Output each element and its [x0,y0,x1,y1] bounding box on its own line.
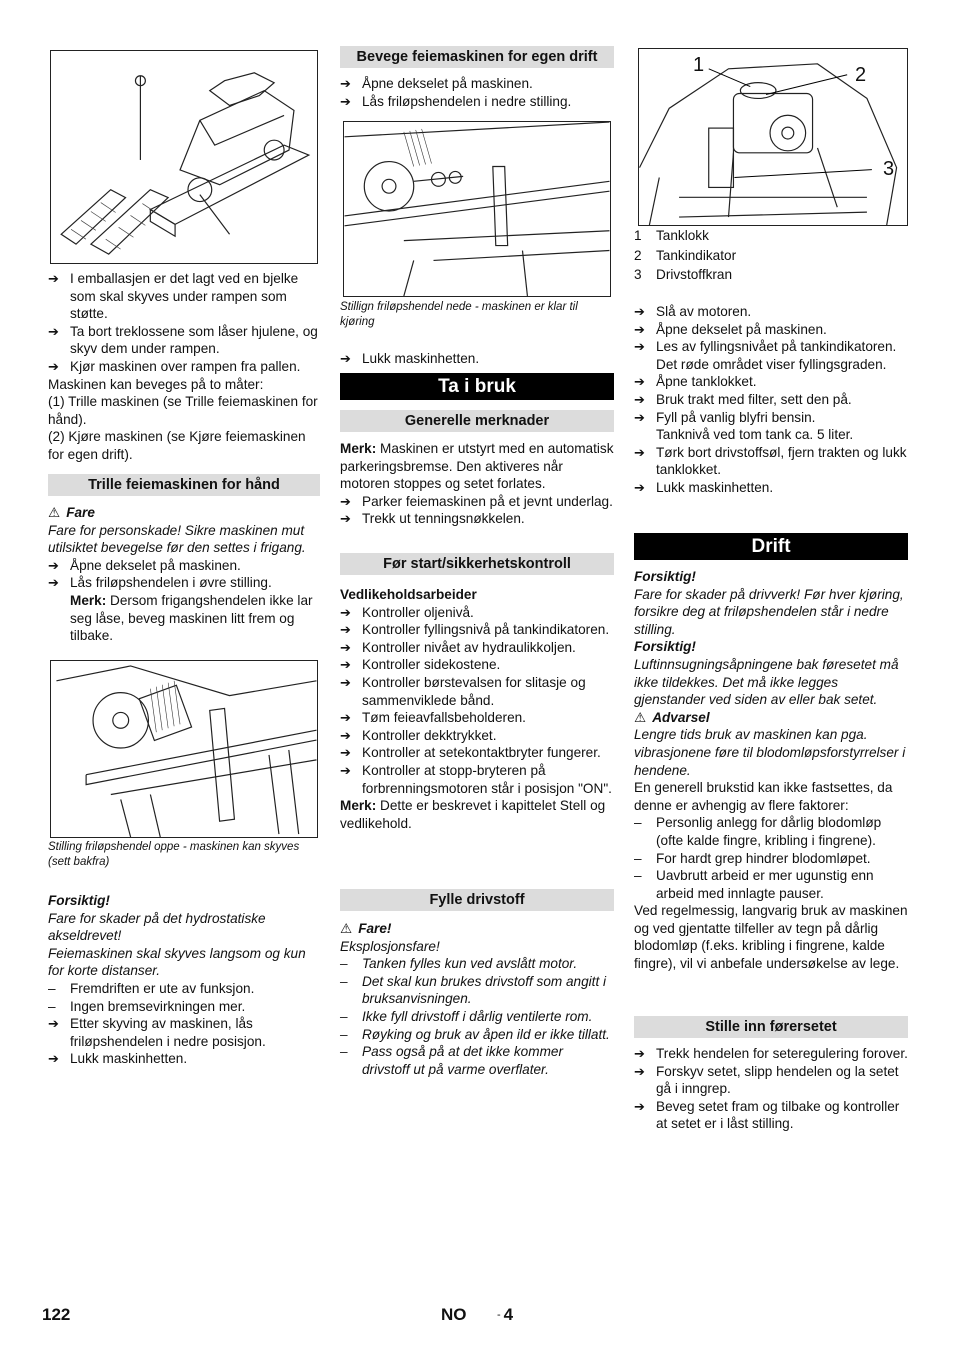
danger-text: Fare for personskade! Sikre maskinen mut utilsiktet bevegelse før den settes i frigang. [48,522,306,556]
dash-item: – Personlig anlegg for dårlig blodomløp (ofte kalde fingre, kribling i fingrene). [634,814,908,849]
step-item: ➔ Åpne dekselet på maskinen. [48,557,320,575]
dash-item: – Tanken fylles kun ved avslått motor. [340,955,614,973]
usage-intro: En generell brukstid kan ikke fastsettes, da denne er avhengig av flere faktorer: [634,780,893,813]
step-item: ➔ Lukk maskinhetten. [340,350,614,368]
fuel-steps [634,303,908,497]
step-item: ➔ Kontroller oljenivå. [340,604,614,622]
step-item: ➔ Kjør maskinen over rampen fra pallen. [48,358,320,376]
warning-label: Advarsel [652,709,710,725]
step-item: ➔ Åpne dekselet på maskinen. [340,75,614,93]
step-item: ➔ Trekk hendelen for seteregulering forover. [634,1045,908,1063]
intro-steps [48,270,320,464]
step-item: ➔ Åpne dekselet på maskinen. [634,321,908,339]
move-option-1: (1) Trille maskinen (se Trille feiemaskinen for hånd). [48,394,318,427]
usage-outro: Ved regelmessig, langvarig bruk av maskinen og ved gjentatte tilfeller av tegn på dårlig blodomløp (f.eks. kribling i fingrene, kalde fingre), vil vi anbefale undersøkelse av lege. [634,903,908,972]
step-item: ➔ Fyll på vanlig blyfri bensin. [634,409,908,427]
step-item: ➔ Lukk maskinhetten. [48,1050,320,1068]
move-intro: Maskinen kan beveges på to måter: [48,376,264,392]
step-item: ➔ Ta bort treklossene som låser hjulene, og skyv dem under rampen. [48,323,320,358]
section-heading-drive: Bevege feiemaskinen for egen drift [340,46,614,68]
lever-up-illustration [51,661,317,837]
note-label: Merk: [70,592,107,608]
dash-item: – Ingen bremsevirkningen mer. [48,998,320,1016]
warning-triangle-icon: ⚠ [340,921,353,936]
fuel-danger-section [340,920,614,1078]
step-item: ➔ Kontroller børstevalsen for slitasje og sammenviklede bånd. [340,674,614,709]
warning-triangle-icon: ⚠ [634,709,647,725]
lever-down-illustration [344,122,610,296]
step-item: ➔ Beveg setet fram og tilbake og kontroller at setet er i låst stilling. [634,1098,908,1133]
note-label: Merk: [340,798,377,814]
maintenance-heading: Vedlikeholdsarbeider [340,587,477,602]
figure-freewheel-lever-down [343,121,611,297]
note-label: Merk: [340,441,377,456]
section-number: - 4 [497,1305,514,1324]
language-code: NO [441,1305,467,1324]
step-item: ➔ Tørk bort drivstoffsøl, fjern trakten og lukk tanklokket. [634,444,908,479]
callout-3: 3 [883,158,895,180]
close-step-wrap [340,350,614,368]
dash-item: – Det skal kun brukes drivstoff som angitt i bruksanvisningen. [340,973,614,1008]
warning-triangle-icon: ⚠ [48,505,61,520]
callout-2: 2 [855,64,867,86]
maintenance-section [340,586,614,832]
machine-ramp-illustration [51,51,317,263]
dash-item: – Fremdriften er ute av funksjon. [48,980,320,998]
general-section [340,440,614,528]
section-heading-fuel: Fylle drivstoff [340,889,614,911]
drift-section [634,568,908,973]
danger-label: Fare! [358,921,392,936]
push-section [48,504,320,645]
dash-item: – For hardt grep hindrer blodomløpet. [634,850,908,868]
caution-text: Fare for skader på drivverk! Før hver kjøring, forsikre deg at friløpshendelen står i nedre stilling. [634,586,904,637]
caution-label: Forsiktig! [634,639,696,655]
dash-item: – Uavbrutt arbeid er mer ugunstig enn arbeid med innlagte pauser. [634,867,908,902]
caution-text-2: Feiemaskinen skal skyves langsom og kun for korte distanser. [48,945,306,979]
step-item: ➔ Kontroller fyllingsnivå på tankindikatoren. [340,621,614,639]
step-item: ➔ Kontroller dekktrykket. [340,727,614,745]
step-item: ➔ Tøm feieavfallsbeholderen. [340,709,614,727]
page-number: 122 [42,1305,71,1324]
section-heading-push: Trille feiemaskinen for hånd [48,474,320,496]
chapter-heading-drift: Drift [634,533,908,560]
step-item: ➔ Lås friløpshendelen i nedre stilling. [340,93,614,111]
engine-tank-illustration [639,49,907,225]
figure-caption: Stillign friløpshendel nede - maskinen er klar til kjøring [340,301,578,328]
step-item: ➔ Slå av motoren. [634,303,908,321]
step-item: ➔ Trekk ut tenningsnøkkelen. [340,510,614,528]
section-heading-general: Generelle merknader [340,410,614,432]
section-heading-seat: Stille inn førersetet [634,1016,908,1038]
note-text: Maskinen er utstyrt med en automatisk parkeringsbremse. Den aktiveres når motoren stoppes og setet forlates. [340,441,614,492]
note-text: Dersom frigangshendelen ikke lar seg låse, beveg maskinen litt frem og tilbake. [70,592,313,644]
step-item: ➔ Kontroller nivået av hydraulikkoljen. [340,639,614,657]
note-text: Dette er beskrevet i kapittelet Stell og vedlikehold. [340,798,606,831]
legend-item: 1 Tanklokk [634,228,709,243]
caution-text-1: Fare for skader på det hydrostatiske akseldrevet! [48,910,266,944]
step-item: ➔ I emballasjen er det lagt ved en bjelke som skal skyves under rampen som støtte. [48,270,320,323]
step-item: ➔ Bruk trakt med filter, sett den på. [634,391,908,409]
drive-steps [340,75,614,110]
danger-label: Fare [66,505,95,520]
callout-1: 1 [693,54,705,76]
tank-note: Tanknivå ved tom tank ca. 5 liter. [656,427,854,443]
dash-item: – Røyking og bruk av åpen ild er ikke tillatt. [340,1026,614,1044]
step-item: ➔ Lukk maskinhetten. [634,479,908,497]
step-item: ➔ Parker feiemaskinen på et jevnt underlag. [340,493,614,511]
step-item: ➔ Kontroller sidekostene. [340,656,614,674]
move-option-2: (2) Kjøre maskinen (se Kjøre feiemaskinen for egen drift). [48,429,306,462]
figure-legend [634,227,908,284]
dash-item: – Ikke fyll drivstoff i dårlig ventilerte rom. [340,1008,614,1026]
step-item: ➔ Kontroller at setekontaktbryter fungerer. [340,744,614,762]
step-item: ➔ Les av fyllingsnivået på tankindikatoren. Det røde området viser fyllingsgraden. [634,338,908,373]
figure-freewheel-lever-up [50,660,318,838]
warning-text: Lengre tids bruk av maskinen kan pga. vibrasjonene føre til blodomløpsforstyrrelser i hendene. [634,727,906,778]
step-item: ➔ Lås friløpshendelen i øvre stilling. [48,574,320,592]
legend-item: 3 Drivstoffkran [634,267,733,283]
caution-section [48,892,320,1068]
dash-item: – Pass også på at det ikke kommer drivstoff ut på varme overflater. [340,1043,614,1078]
caution-text: Luftinnsugningsåpningene bak føresetet må ikke tildekkes. Det må ikke legges gjenstander ved siden av eller bak setet. [634,656,899,708]
step-item: ➔ Kontroller at stopp-bryteren på forbrenningsmotoren står i posisjon "ON". [340,762,614,797]
step-item: ➔ Forskyv setet, slipp hendelen og la setet gå i inngrep. [634,1063,908,1098]
section-heading-check: Før start/sikkerhetskontroll [340,553,614,575]
seat-steps [634,1045,908,1133]
danger-subtitle: Eksplosjonsfare! [340,938,440,954]
step-item: ➔ Åpne tanklokket. [634,373,908,391]
figure-engine-tank [638,48,908,226]
chapter-heading-ta-i-bruk: Ta i bruk [340,373,614,400]
legend-item: 2 Tankindikator [634,247,737,263]
caution-label: Forsiktig! [634,569,696,584]
caution-label: Forsiktig! [48,893,110,908]
step-item: ➔ Etter skyving av maskinen, lås friløpshendelen i nedre posisjon. [48,1015,320,1050]
figure-caption: Stilling friløpshendel oppe - maskinen kan skyves (sett bakfra) [48,841,300,868]
figure-machine-on-ramp [50,50,318,264]
